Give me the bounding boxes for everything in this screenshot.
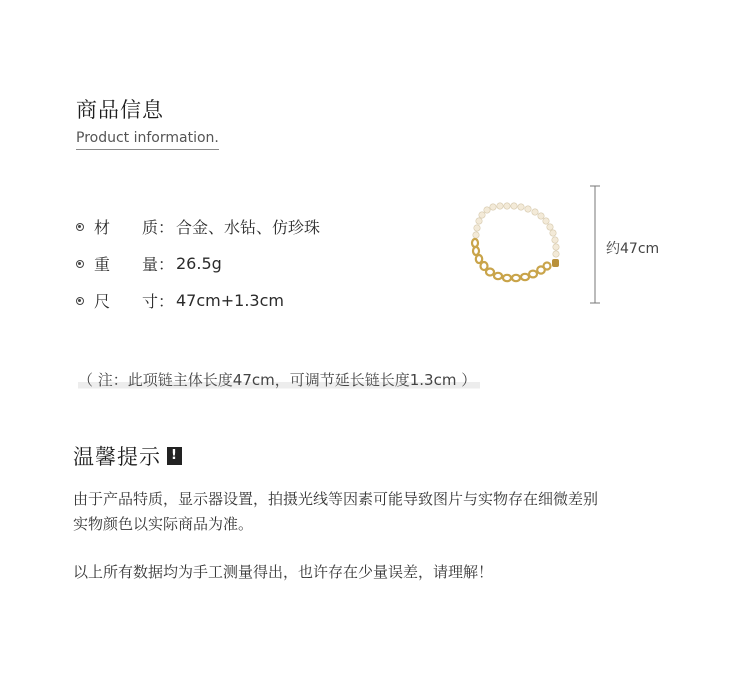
note-body: 注：此项链主体长度47cm，可调节延长链长度1.3cm	[93, 371, 462, 389]
spec-row-material	[76, 208, 320, 245]
section-subtitle: Product information.	[76, 130, 219, 150]
tips-line: 实物颜色以实际商品为准。	[73, 515, 254, 533]
pearl-strand	[473, 203, 559, 257]
spec-value: 47cm+1.3cm	[176, 291, 284, 310]
tips-title	[73, 441, 182, 471]
spec-value: 26.5g	[176, 254, 222, 273]
alert-icon: !	[167, 447, 182, 465]
note-text	[78, 369, 480, 390]
tips-title-text: 温馨提示	[73, 445, 161, 469]
dimension-line	[590, 186, 600, 303]
tips-line: 由于产品特质，显示器设置，拍摄光线等因素可能导致图片与实物存在细微差别	[73, 490, 599, 508]
spec-row-size	[76, 282, 320, 319]
section-title: 商品信息	[76, 98, 164, 122]
bullet-icon	[76, 297, 84, 305]
spec-list	[76, 208, 320, 319]
tips-paragraph-1	[73, 487, 673, 537]
spec-label: 重 量：	[94, 255, 175, 274]
gold-chain	[472, 239, 551, 281]
note-close-paren: ）	[461, 371, 477, 389]
bullet-icon	[76, 223, 84, 231]
spec-row-weight	[76, 245, 320, 282]
spec-value: 合金、水钻、仿珍珠	[176, 218, 321, 237]
spec-label: 材 质：	[94, 218, 175, 237]
dimension-label: 约47cm	[606, 241, 660, 257]
bullet-icon	[76, 260, 84, 268]
clasp-icon	[552, 259, 559, 267]
tips-paragraph-2: 以上所有数据均为手工测量得出，也许存在少量误差，请理解！	[73, 563, 494, 581]
spec-label: 尺 寸：	[94, 292, 175, 311]
note-open-paren: （	[78, 371, 94, 389]
